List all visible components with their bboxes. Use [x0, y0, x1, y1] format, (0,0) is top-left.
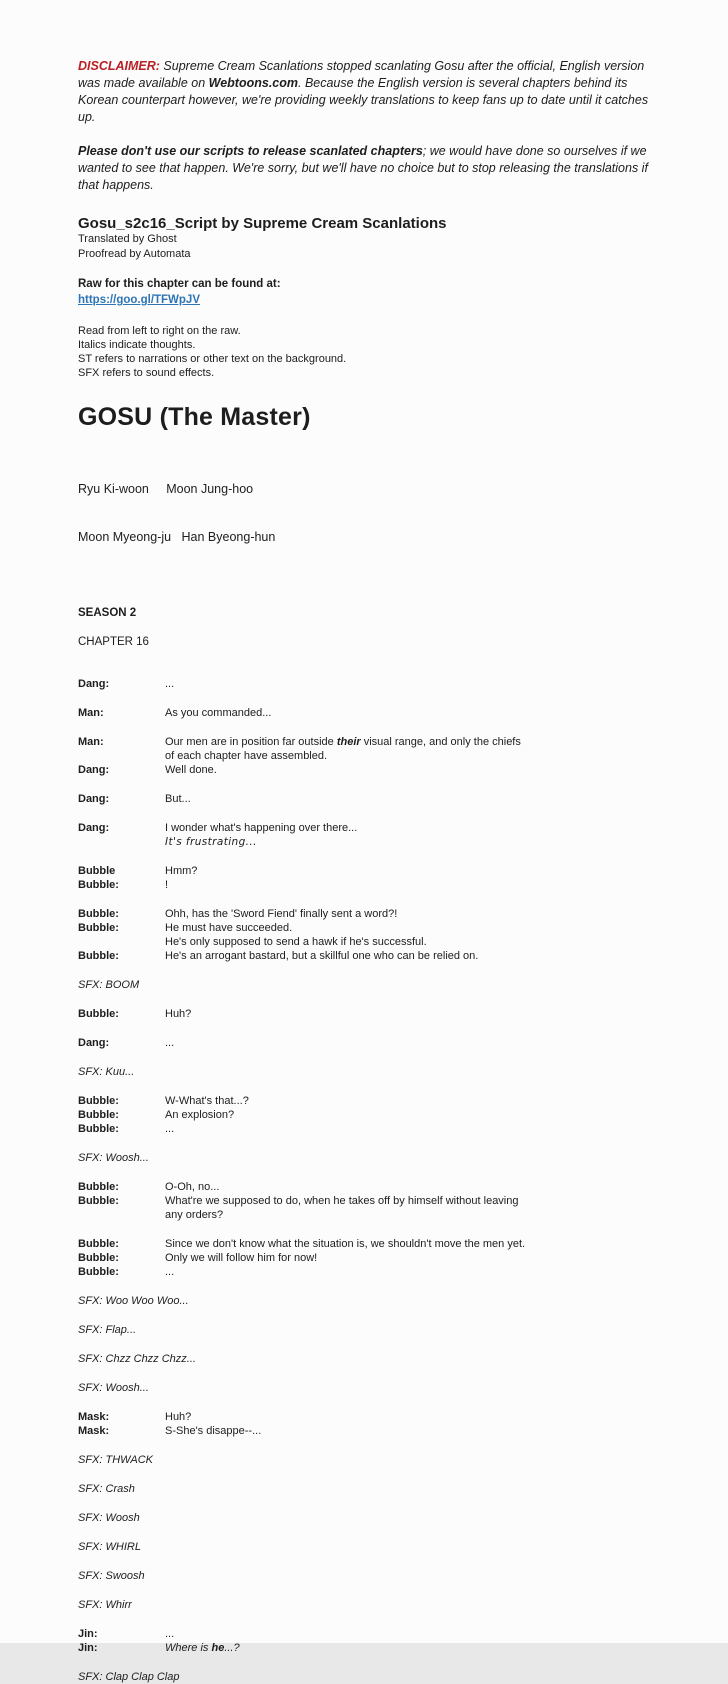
season-heading: SEASON 2	[78, 607, 137, 619]
speaker-label: Jin:	[78, 1628, 98, 1640]
reading-notes	[78, 324, 656, 380]
speaker-label: Dang:	[78, 822, 110, 834]
speaker-label: Jin:	[78, 1642, 98, 1654]
script-row	[78, 1208, 656, 1222]
sfx-line: SFX: Woosh...	[78, 1152, 149, 1164]
speaker-label	[78, 835, 165, 849]
sfx-line: SFX: THWACK	[78, 1454, 153, 1466]
speaker-label	[78, 935, 165, 949]
dialogue-text: W-What's that...?	[165, 1095, 249, 1107]
script-row	[78, 1108, 656, 1122]
speaker-label: Bubble:	[78, 1238, 119, 1250]
document-title: Gosu_s2c16_Script by Supreme Cream Scanlations	[78, 215, 447, 232]
dialogue-block	[78, 1180, 656, 1222]
sfx-line: SFX: Woosh...	[78, 1382, 149, 1394]
script-row	[78, 1410, 656, 1424]
dialogue-block	[78, 706, 656, 720]
dialogue-text: As you commanded...	[165, 707, 272, 719]
raw-chapter-link[interactable]: https://goo.gl/TFWpJV	[78, 294, 201, 306]
script-row	[78, 1194, 656, 1208]
speaker-label: Bubble:	[78, 1181, 119, 1193]
note-sfx: SFX refers to sound effects.	[78, 367, 215, 379]
speaker-label: Bubble:	[78, 1123, 119, 1135]
disclaimer-warning-bold: Please don't use our scripts to release scanlated chapters	[78, 144, 423, 158]
dialogue-block	[78, 821, 656, 849]
note-reading-direction: Read from left to right on the raw.	[78, 325, 241, 337]
script-row	[78, 1180, 656, 1194]
script-row	[78, 1641, 656, 1655]
script-row	[78, 907, 656, 921]
translator-credit: Translated by Ghost	[78, 233, 177, 245]
dialogue-block	[78, 1007, 656, 1021]
proofreader-credit: Proofread by Automata	[78, 247, 191, 260]
speaker-label: Mask:	[78, 1425, 110, 1437]
speaker-label: Bubble:	[78, 1266, 119, 1278]
dialogue-text: But...	[165, 793, 191, 805]
raw-source-label: Raw for this chapter can be found at:	[78, 278, 281, 290]
script-row	[78, 1007, 656, 1021]
sfx-line: SFX: WHIRL	[78, 1541, 141, 1553]
speaker-label	[78, 1208, 165, 1222]
script-row	[78, 821, 656, 835]
sfx-line: SFX: Crash	[78, 1483, 135, 1495]
series-title: GOSU (The Master)	[78, 403, 311, 431]
script-row	[78, 1251, 656, 1265]
dialogue-text: Hmm?	[165, 865, 198, 877]
disclaimer-paragraph-1	[78, 58, 656, 126]
sfx-line: SFX: Whirr	[78, 1599, 132, 1611]
sfx-line: SFX: Woosh	[78, 1512, 140, 1524]
dialogue-text: ...	[165, 1037, 175, 1049]
dialogue-text: Only we will follow him for now!	[165, 1252, 318, 1264]
script-row	[78, 677, 656, 691]
dialogue-text: He must have succeeded.	[165, 922, 293, 934]
sfx-line: SFX: Clap Clap Clap	[78, 1671, 180, 1683]
dialogue-block	[78, 677, 656, 691]
speaker-label: Bubble:	[78, 879, 119, 891]
speaker-label: Bubble:	[78, 1095, 119, 1107]
disclaimer-warning-rest: ; we would have done so ourselves if we wanted to see that happen. We're sorry, but we'll have no choice but to stop releasing the translations if that happens.	[78, 144, 648, 192]
dialogue-text: Well done.	[165, 764, 217, 776]
webtoons-emphasis: Webtoons.com	[208, 76, 298, 90]
speaker-label: Man:	[78, 707, 104, 719]
script-row	[78, 763, 656, 777]
dialogue-text: ...	[165, 1628, 175, 1640]
note-st: ST refers to narrations or other text on the background.	[78, 353, 347, 365]
dialogue-text: Our men are in position far outside their visual range, and only the chiefs	[165, 736, 521, 748]
dialogue-text: ...	[165, 1123, 175, 1135]
script-row	[78, 1237, 656, 1251]
dialogue-block	[78, 1410, 656, 1438]
dialogue-block	[78, 864, 656, 892]
dialogue-text: He's only supposed to send a hawk if he's successful.	[165, 936, 427, 948]
sfx-line: SFX: Flap...	[78, 1324, 137, 1336]
dialogue-text: It's frustrating...	[165, 836, 257, 848]
dialogue-text: An explosion?	[165, 1109, 235, 1121]
author-names-line-1: Ryu Ki-woon Moon Jung-hoo	[78, 482, 254, 496]
dialogue-block	[78, 1237, 656, 1279]
author-names-line-2: Moon Myeong-ju Han Byeong-hun	[78, 530, 276, 544]
script-row	[78, 864, 656, 878]
speaker-label	[78, 749, 165, 763]
dialogue-text: I wonder what's happening over there...	[165, 822, 358, 834]
dialogue-text: of each chapter have assembled.	[165, 750, 328, 762]
dialogue-text: ...	[165, 678, 175, 690]
sfx-line: SFX: Chzz Chzz Chzz...	[78, 1353, 196, 1365]
speaker-label: Bubble:	[78, 1008, 119, 1020]
chapter-heading: CHAPTER 16	[78, 636, 149, 648]
disclaimer-paragraph-2	[78, 143, 656, 194]
speaker-label: Man:	[78, 736, 104, 748]
dialogue-text: Huh?	[165, 1008, 192, 1020]
dialogue-block	[78, 735, 656, 777]
dialogue-text: !	[165, 879, 169, 891]
dialogue-block	[78, 1036, 656, 1050]
dialogue-text: S-She's disappe--...	[165, 1425, 262, 1437]
speaker-label: Dang:	[78, 764, 110, 776]
speaker-label: Dang:	[78, 793, 110, 805]
script-row	[78, 792, 656, 806]
disclaimer-label: DISCLAIMER:	[78, 59, 160, 73]
sfx-line: SFX: BOOM	[78, 979, 140, 991]
dialogue-text: Where is he...?	[165, 1642, 240, 1654]
speaker-label: Dang:	[78, 678, 110, 690]
dialogue-block	[78, 1094, 656, 1136]
dialogue-text: He's an arrogant bastard, but a skillful one who can be relied on.	[165, 950, 479, 962]
dialogue-block	[78, 1627, 656, 1655]
script-row	[78, 749, 656, 763]
script-row	[78, 735, 656, 749]
dialogue-text: Since we don't know what the situation is, we shouldn't move the men yet.	[165, 1238, 526, 1250]
speaker-label: Mask:	[78, 1411, 110, 1423]
speaker-label: Bubble:	[78, 908, 119, 920]
speaker-label: Bubble:	[78, 1109, 119, 1121]
dialogue-text: Ohh, has the 'Sword Fiend' finally sent a word?!	[165, 908, 398, 920]
dialogue-text: Huh?	[165, 1411, 192, 1423]
dialogue-text: What're we supposed to do, when he takes off by himself without leaving	[165, 1195, 519, 1207]
script-row	[78, 706, 656, 720]
note-italics: Italics indicate thoughts.	[78, 339, 196, 351]
script-section	[78, 677, 656, 1684]
script-row	[78, 1424, 656, 1438]
dialogue-text: ...	[165, 1266, 175, 1278]
dialogue-block	[78, 792, 656, 806]
speaker-label: Bubble:	[78, 922, 119, 934]
disclaimer-text-1b: . Because the English version is several chapters behind its Korean counterpart however, we're providing weekly translations to keep fans up to date until it catches up.	[78, 76, 649, 124]
script-row	[78, 1122, 656, 1136]
script-row	[78, 949, 656, 963]
sfx-line: SFX: Swoosh	[78, 1570, 145, 1582]
script-row	[78, 1265, 656, 1279]
disclaimer-text-1a: Supreme Cream Scanlations stopped scanlating Gosu after the official, English version was made available on	[78, 59, 645, 90]
dialogue-block	[78, 907, 656, 963]
disclaimer-section	[78, 58, 656, 194]
script-row	[78, 921, 656, 935]
dialogue-text: O-Oh, no...	[165, 1181, 220, 1193]
sfx-line: SFX: Woo Woo Woo...	[78, 1295, 189, 1307]
dialogue-text: any orders?	[165, 1209, 224, 1221]
sfx-line: SFX: Kuu...	[78, 1066, 135, 1078]
script-row	[78, 935, 656, 949]
author-names	[78, 449, 656, 577]
speaker-label: Bubble	[78, 865, 116, 877]
script-row	[78, 1094, 656, 1108]
script-row	[78, 835, 656, 849]
speaker-label: Bubble:	[78, 950, 119, 962]
script-row	[78, 1627, 656, 1641]
speaker-label: Bubble:	[78, 1252, 119, 1264]
speaker-label: Bubble:	[78, 1195, 119, 1207]
speaker-label: Dang:	[78, 1037, 110, 1049]
script-row	[78, 878, 656, 892]
script-row	[78, 1036, 656, 1050]
